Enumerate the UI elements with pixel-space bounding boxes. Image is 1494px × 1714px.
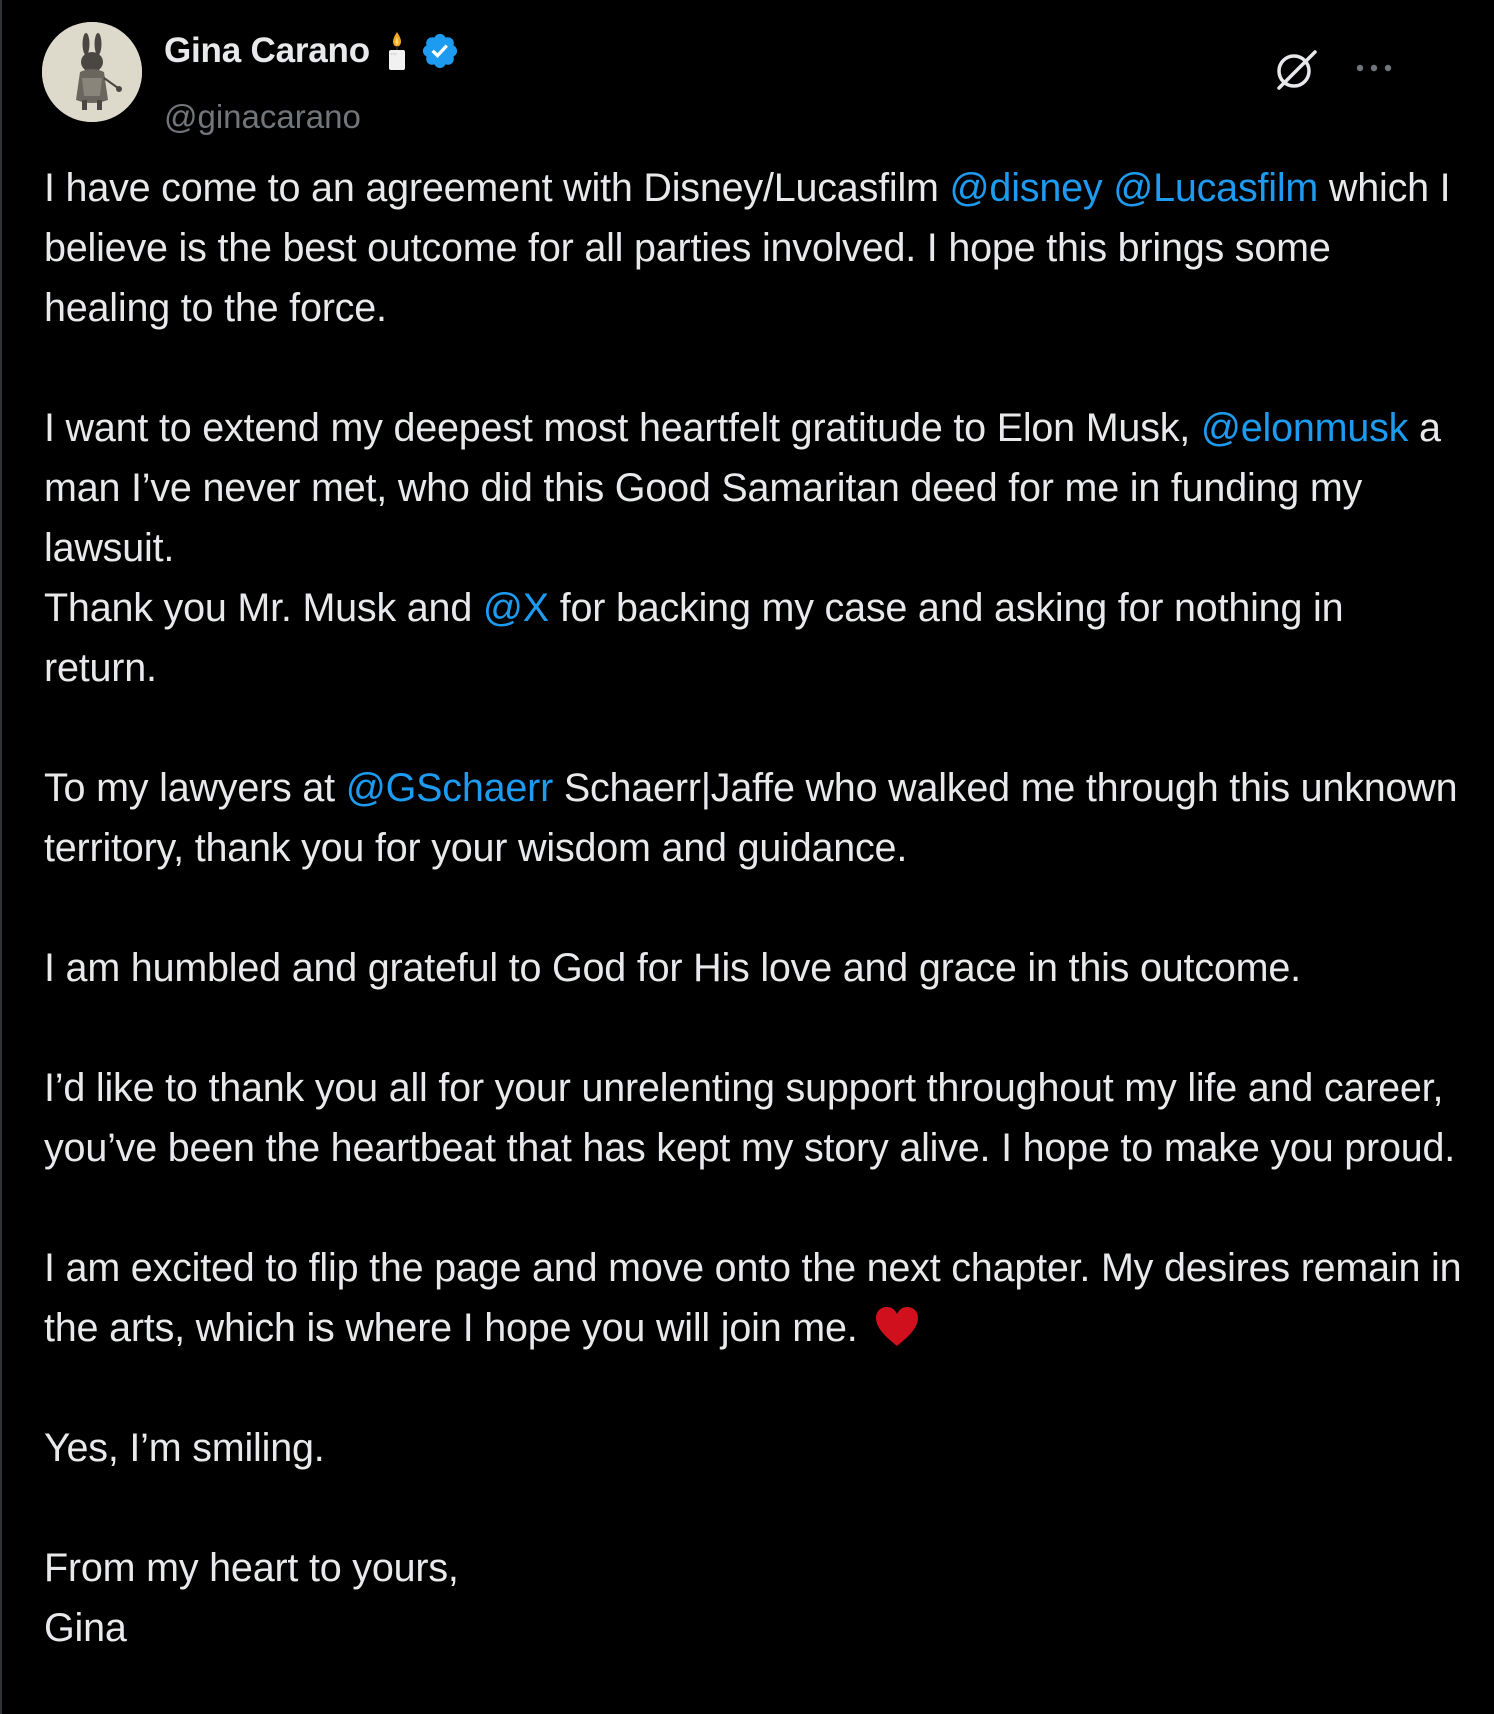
avatar[interactable] (42, 22, 142, 122)
mention-disney[interactable]: @disney (949, 166, 1103, 210)
paragraph-7: Yes, I’m smiling. (44, 1426, 325, 1470)
mention-elonmusk[interactable]: @elonmusk (1200, 406, 1409, 450)
paragraph-3: To my lawyers at @GSchaerr Schaerr|Jaffe who walked me through this unknown territory, thank you for your wisdom and guidance. (44, 766, 1458, 870)
paragraph-1: I have come to an agreement with Disney/Lucasfilm @disney @Lucasfilm which I believe is the best outcome for all parties involved. I hope this brings some healing to the force. (44, 166, 1451, 330)
mention-gschaerr[interactable]: @GSchaerr (345, 766, 554, 810)
candle-icon (384, 31, 410, 71)
paragraph-8a: From my heart to yours, (44, 1546, 459, 1590)
mention-lucasfilm[interactable]: @Lucasfilm (1113, 166, 1319, 210)
paragraph-2: I want to extend my deepest most heartfelt gratitude to Elon Musk, @elonmusk a man I’ve never met, who did this Good Samaritan deed for me in funding my lawsuit. (44, 406, 1441, 570)
paragraph-8b: Gina (44, 1606, 127, 1650)
heart-icon (874, 1305, 920, 1347)
paragraph-4: I am humbled and grateful to God for His love and grace in this outcome. (44, 946, 1301, 990)
display-name[interactable]: Gina Carano (164, 31, 370, 70)
tweet-header (42, 22, 1452, 135)
name-row (164, 28, 460, 74)
paragraph-5: I’d like to thank you all for your unrelenting support throughout my life and career, you’ve been the heartbeat that has kept my story alive. I hope to make you proud. (44, 1066, 1456, 1170)
verified-badge-icon[interactable] (420, 31, 460, 71)
handle[interactable]: @ginacarano (164, 98, 361, 135)
more-icon[interactable] (1354, 56, 1394, 80)
avatar-rabbit-illustration (42, 22, 142, 122)
frame-edge (0, 0, 2, 1714)
paragraph-6: I am excited to flip the page and move onto the next chapter. My desires remain in the arts, which is where I hope you will join me. (44, 1246, 1462, 1350)
grok-icon[interactable] (1274, 48, 1318, 92)
tweet-text (44, 158, 1464, 1658)
paragraph-2b: Thank you Mr. Musk and @X for backing my case and asking for nothing in return. (44, 586, 1344, 690)
mention-x[interactable]: @X (482, 586, 549, 630)
